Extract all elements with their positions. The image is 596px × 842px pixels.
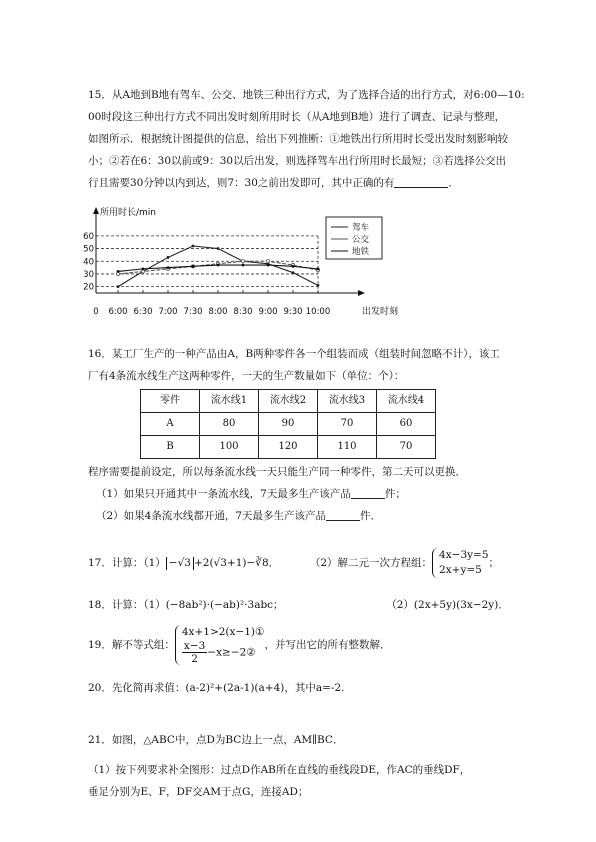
y-tick-label: 30	[83, 269, 94, 280]
q17-end: ；	[488, 557, 500, 569]
y-tick-label: 20	[83, 282, 94, 293]
x-tick-label: 7:30	[183, 307, 203, 317]
q15-line-5: 行且需要30分钟以内到达，则7：30之前出发即可，其中正确的有 ．	[88, 177, 459, 189]
q17-part-2: （2）解二元一次方程组：	[309, 557, 433, 569]
q16-sub-2-end: 件．	[360, 510, 382, 522]
q19-tail: ，并写出它的所有整数解．	[264, 639, 391, 651]
x-tick-label: 9:00	[258, 307, 278, 317]
inequality-2-rest: −x≥−2②	[207, 646, 256, 659]
abs-content: −√3	[168, 557, 191, 569]
data-point	[192, 265, 195, 268]
q21-line-3: 垂足分别为E、F，DF交AM于点G，连接AD；	[88, 786, 309, 798]
data-point	[292, 271, 295, 274]
answer-blank[interactable]	[394, 175, 448, 188]
data-point	[266, 260, 269, 263]
fraction-numerator: x−3	[183, 640, 206, 652]
y-tick-label: 40	[83, 257, 94, 268]
data-point	[267, 264, 270, 267]
answer-blank[interactable]	[351, 486, 385, 499]
table-cell: 60	[377, 413, 436, 436]
equation-system	[432, 548, 489, 578]
data-point	[317, 267, 320, 270]
origin-label: 0	[93, 307, 99, 317]
legend-label: 驾车	[352, 223, 370, 233]
question-16	[88, 343, 528, 527]
q18-part-1: 18．计算：（1）(−8ab²)·(−ab)²·3abc；	[88, 599, 284, 611]
legend-label: 公交	[352, 235, 370, 245]
q16-sub-1	[88, 483, 528, 505]
q16-sub-2	[88, 505, 528, 527]
data-point	[167, 266, 170, 269]
production-table	[140, 389, 436, 459]
fraction	[182, 640, 207, 665]
q15-line-3: 如图所示．根据统计图提供的信息，给出下列推断：①地铁出行所用时长受出发时刻影响较	[88, 133, 508, 145]
data-point	[242, 264, 245, 267]
data-point	[117, 270, 120, 273]
q15-line-5-text: 行且需要30分钟以内到达，则7：30之前出发即可，其中正确的有	[88, 177, 395, 189]
question-15	[88, 84, 528, 194]
y-tick-label: 60	[83, 231, 94, 242]
y-axis-arrow	[93, 207, 99, 214]
table-cell: B	[141, 436, 200, 459]
x-tick-label: 8:00	[208, 307, 228, 317]
table-header-row	[141, 390, 436, 413]
table-cell: 110	[318, 436, 377, 459]
data-point	[192, 245, 195, 248]
q16-sub-1-text: （1）如果只开通其中一条流水线，7天最多生产该产品	[96, 488, 351, 500]
q21-line-1: 21．如图，△ABC中，点D为BC边上一点，AM∥BC．	[88, 734, 344, 746]
q16-note: 程序需要提前设定，所以每条流水线一天只能生产同一种零件，第二天可以更换．	[88, 466, 466, 478]
q16-line-1: 16．某工厂生产的一种产品由A，B两种零件各一个组装而成（组装时间忽略不计），该工	[88, 348, 500, 360]
q15-line-4: 小；②若在6：30以前或9：30以后出发，则选择驾车出行所用时长最短；③若选择公交出	[88, 155, 507, 167]
answer-blank[interactable]	[326, 508, 360, 521]
x-tick-label: 9:30	[283, 307, 303, 317]
table-header-cell: 零件	[141, 390, 200, 413]
table-cell: 80	[200, 413, 259, 436]
question-21	[88, 729, 528, 803]
y-axis-label: 所用时长/min	[100, 208, 157, 218]
question-20	[88, 677, 528, 699]
data-point	[217, 247, 220, 250]
data-point	[116, 272, 119, 275]
data-point	[117, 285, 120, 288]
q15-line-1: 15．从A地到B地有驾车、公交、地铁三种出行方式，为了选择合适的出行方式，对6:00—10:	[88, 89, 525, 101]
x-axis-label: 出发时刻	[362, 307, 399, 317]
legend-label: 地铁	[352, 247, 370, 257]
table-header-cell: 流水线3	[318, 390, 377, 413]
q16-sub-2-text: （2）如果4条流水线都开通，7天最多生产该产品	[96, 510, 327, 522]
data-point	[142, 267, 145, 270]
data-point	[141, 270, 144, 273]
x-axis-arrow	[358, 290, 365, 296]
fraction-denominator: 2	[191, 653, 198, 665]
q18-part-2: （2）(2x+5y)(3x−2y)．	[386, 599, 509, 611]
table-cell: 90	[259, 413, 318, 436]
data-point	[217, 264, 220, 267]
table-cell: 100	[200, 436, 259, 459]
inequality-system	[175, 625, 265, 665]
absolute-value	[166, 557, 194, 570]
inequality-1: 4x+1>2(x−1)①	[181, 626, 265, 638]
question-18	[88, 594, 528, 616]
q21-line-2: （1）按下列要求补全图形：过点D作AB所在直线的垂线段DE，作AC的垂线DF，	[88, 764, 471, 776]
x-tick-label: 6:00	[108, 307, 128, 317]
x-tick-label: 7:00	[158, 307, 178, 317]
table-header-cell: 流水线1	[200, 390, 259, 413]
question-17	[88, 548, 528, 578]
q17-expression: +2(√3+1)−∛8．	[193, 557, 280, 569]
table-header-cell: 流水线2	[259, 390, 318, 413]
x-tick-label: 6:30	[133, 307, 153, 317]
table-cell: 70	[377, 436, 436, 459]
data-point	[292, 265, 295, 268]
table-row	[141, 436, 436, 459]
travel-time-chart	[83, 205, 399, 317]
data-point	[241, 260, 244, 263]
q16-line-2: 厂有4条流水线生产这两种零件，一天的生产数量如下（单位：个）：	[88, 370, 405, 382]
table-cell: 70	[318, 413, 377, 436]
data-point	[167, 256, 170, 259]
equation-1: 4x−3y=5	[439, 549, 489, 561]
q17-label: 17．计算：（1）	[88, 557, 166, 569]
table-row	[141, 413, 436, 436]
q20-text: 20．先化简再求值：(a-2)²+(2a-1)(a+4)，其中a=-2.	[88, 682, 345, 694]
table-cell: A	[141, 413, 200, 436]
q15-line-2: 00时段这三种出行方式不同出发时刻所用时长（从A地到B地）进行了调查、记录与整理，	[88, 111, 506, 123]
q16-sub-1-end: 件；	[384, 488, 406, 500]
y-tick-label: 50	[83, 244, 94, 255]
data-point	[317, 284, 320, 287]
x-tick-label: 10:00	[305, 307, 331, 317]
table-cell: 120	[259, 436, 318, 459]
question-19	[88, 625, 528, 665]
table-header-cell: 流水线4	[377, 390, 436, 413]
q19-label: 19．解不等式组：	[88, 639, 175, 651]
x-tick-label: 8:30	[233, 307, 253, 317]
equation-2: 2x+y=5	[439, 564, 482, 576]
